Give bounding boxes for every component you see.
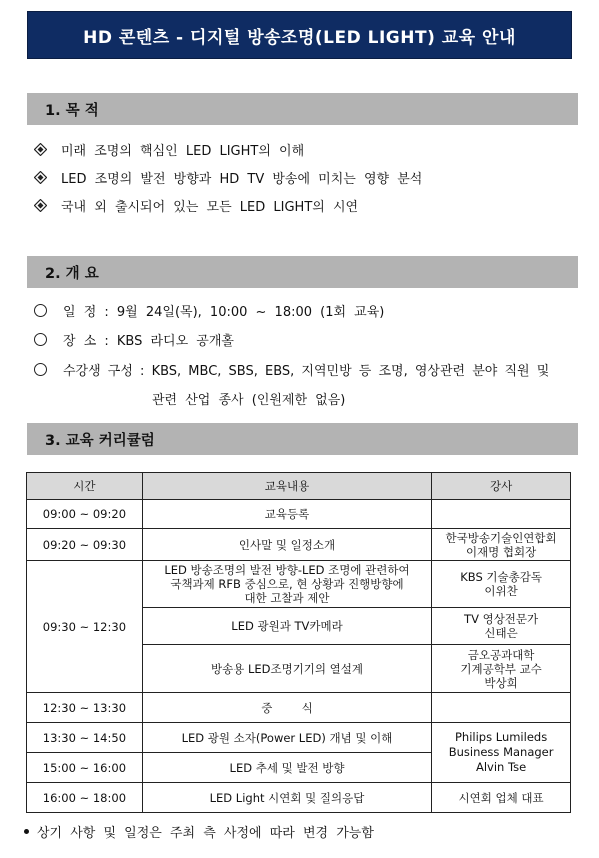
circle-bullet-icon: [34, 363, 47, 376]
purpose-item: [34, 168, 422, 187]
purpose-item-text: LED 조명의 발전 방향과 HD TV 방송에 미치는 영향 분석: [61, 172, 423, 187]
column-header-time: 시간: [27, 473, 143, 500]
instructor-cell: 시연회 업체 대표: [432, 783, 571, 813]
table-header-row: [27, 473, 571, 500]
purpose-item: [34, 196, 358, 215]
dot-bullet-icon: [24, 829, 29, 834]
instructor-cell: Philips Lumileds Business Manager Alvin Tse: [432, 723, 571, 783]
instructor-cell: KBS 기술총감독 이위찬: [432, 561, 571, 608]
table-row: [27, 723, 571, 753]
time-cell: 15:00 ~ 16:00: [27, 753, 143, 783]
content-cell: 인사말 및 일정소개: [142, 529, 431, 561]
section-overview-heading: 2. 개 요: [27, 256, 578, 288]
circle-bullet-icon: [34, 304, 47, 317]
instructor-cell: 금오공과대학 기계공학부 교수 박상희: [432, 645, 571, 693]
footnote: [24, 822, 374, 841]
curriculum-table: [26, 472, 571, 813]
table-row: [27, 561, 571, 608]
diamond-bullet-icon: [34, 143, 47, 156]
time-cell: 16:00 ~ 18:00: [27, 783, 143, 813]
table-row: [27, 500, 571, 529]
overview-item: [34, 301, 384, 320]
content-cell: LED 방송조명의 발전 방향-LED 조명에 관련하여 국책과제 RFB 중심으로, 현 상황과 진행방향에 대한 고찰과 제안: [142, 561, 431, 608]
instructor-cell: 한국방송기술인연합회 이재명 협회장: [432, 529, 571, 561]
overview-continuation-text: 관련 산업 종사 (인원제한 없음): [152, 393, 346, 408]
table-row: [27, 529, 571, 561]
overview-continuation: [152, 389, 345, 408]
instructor-cell: [432, 693, 571, 723]
content-cell: LED 광원과 TV카메라: [142, 608, 431, 645]
instructor-cell: TV 영상전문가 신태은: [432, 608, 571, 645]
table-row: [27, 693, 571, 723]
instructor-cell: [432, 500, 571, 529]
purpose-item: [34, 140, 304, 159]
overview-item: [34, 360, 549, 379]
column-header-instructor: 강사: [432, 473, 571, 500]
diamond-bullet-icon: [34, 199, 47, 212]
time-cell: 09:30 ~ 12:30: [27, 561, 143, 693]
content-cell: LED Light 시연회 및 질의응답: [142, 783, 431, 813]
purpose-item-text: 미래 조명의 핵심인 LED LIGHT의 이해: [61, 144, 305, 159]
column-header-content: 교육내용: [142, 473, 431, 500]
time-cell: 09:00 ~ 09:20: [27, 500, 143, 529]
content-cell: 교육등록: [142, 500, 431, 529]
table-row: [27, 783, 571, 813]
overview-item-text: 수강생 구성 : KBS, MBC, SBS, EBS, 지역민방 등 조명, 영상관련 분야 직원 및: [63, 364, 550, 379]
page-title: HD 콘텐츠 - 디지털 방송조명(LED LIGHT) 교육 안내: [27, 11, 572, 59]
overview-item: [34, 330, 234, 349]
time-cell: 13:30 ~ 14:50: [27, 723, 143, 753]
time-cell: 09:20 ~ 09:30: [27, 529, 143, 561]
circle-bullet-icon: [34, 333, 47, 346]
content-cell: LED 추세 및 발전 방향: [142, 753, 431, 783]
footnote-text: 상기 사항 및 일정은 주최 측 사정에 따라 변경 가능함: [37, 826, 374, 841]
diamond-bullet-icon: [34, 171, 47, 184]
section-curriculum-heading: 3. 교육 커리큘럼: [27, 423, 578, 455]
overview-item-text: 장 소 : KBS 라디오 공개홀: [63, 334, 234, 349]
section-purpose-heading: 1. 목 적: [27, 93, 578, 125]
content-cell: LED 광원 소자(Power LED) 개념 및 이해: [142, 723, 431, 753]
purpose-item-text: 국내 외 출시되어 있는 모든 LED LIGHT의 시연: [61, 200, 359, 215]
time-cell: 12:30 ~ 13:30: [27, 693, 143, 723]
content-cell: 방송용 LED조명기기의 열설계: [142, 645, 431, 693]
content-cell: 중 식: [142, 693, 431, 723]
overview-item-text: 일 정 : 9월 24일(목), 10:00 ~ 18:00 (1회 교육): [63, 305, 385, 320]
